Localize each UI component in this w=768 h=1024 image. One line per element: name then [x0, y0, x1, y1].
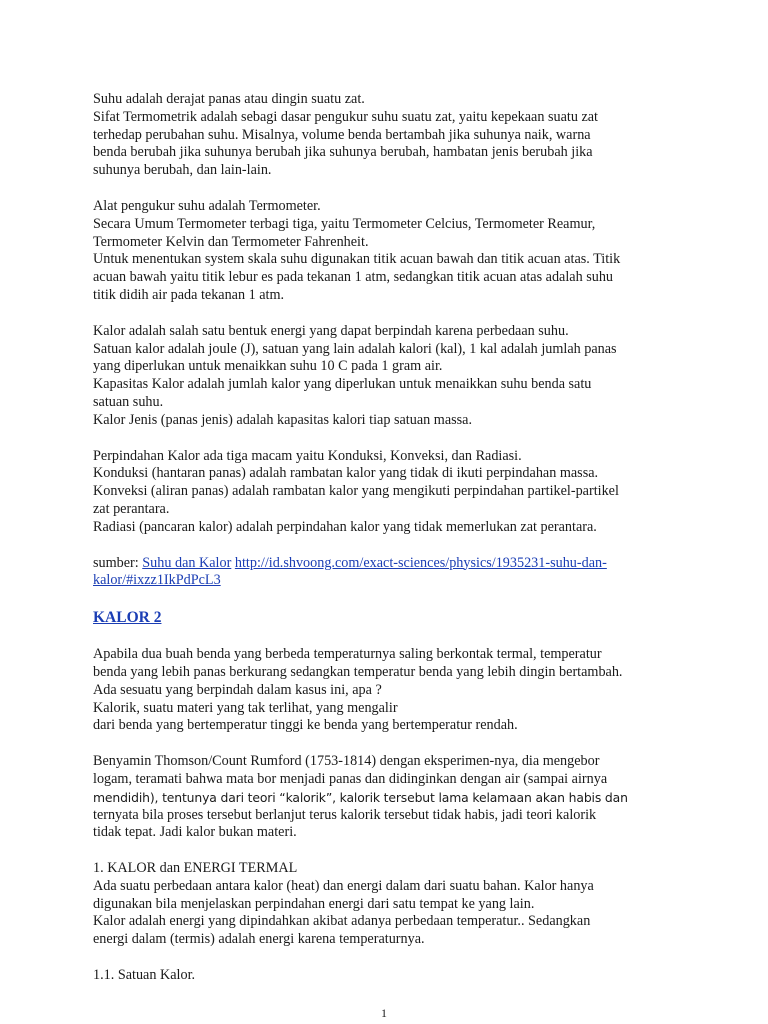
text-line: acuan bawah yaitu titik lebur es pada tekanan 1 atm, sedangkan titik acuan atas adalah suhu	[93, 269, 614, 286]
text-line: terhedap perubahan suhu. Misalnya, volume benda bertambah jika suhunya naik, warna	[93, 126, 591, 143]
text-line: Perpindahan Kalor ada tiga macam yaitu Konduksi, Konveksi, dan Radiasi.	[93, 447, 522, 464]
text-line: Secara Umum Termometer terbagi tiga, yaitu Termometer Celcius, Termometer Reamur,	[93, 215, 596, 232]
text-line: Satuan kalor adalah joule (J), satuan yang lain adalah kalori (kal), 1 kal adalah jumlah panas	[93, 340, 617, 357]
text-line: benda yang lebih panas berkurang sedangkan temperatur benda yang lebih dingin bertambah.	[93, 663, 623, 680]
paragraph-kalorik	[93, 646, 683, 735]
section-heading	[93, 608, 683, 628]
text-line: Kalor Jenis (panas jenis) adalah kapasitas kalori tiap satuan massa.	[93, 411, 473, 428]
text-line: Termometer Kelvin dan Termometer Fahrenheit.	[93, 233, 369, 250]
paragraph-kalor-energi-termal	[93, 860, 683, 949]
text-line: Untuk menentukan system skala suhu digunakan titik acuan bawah dan titik acuan atas. Titik	[93, 251, 621, 268]
text-line: Ada suatu perbedaan antara kalor (heat) dan energi dalam dari suatu bahan. Kalor hanya	[93, 877, 594, 894]
source-link-url-continued[interactable]: kalor/#ixzz1IkPdPcL3	[93, 572, 221, 589]
text-line: Benyamin Thomson/Count Rumford (1753-1814) dengan eksperimen-nya, dia mengebor	[93, 753, 600, 770]
document-body	[93, 91, 683, 1003]
text-line: Konveksi (aliran panas) adalah rambatan kalor yang mengikuti perpindahan partikel-partikel	[93, 483, 619, 500]
source-prefix: sumber:	[93, 554, 143, 571]
page-number: 1	[381, 1006, 387, 1020]
source-citation	[93, 555, 683, 591]
text-line: dari benda yang bertemperatur tinggi ke benda yang bertemperatur rendah.	[93, 717, 518, 734]
paragraph-kalor	[93, 323, 683, 430]
text-line: Alat pengukur suhu adalah Termometer.	[93, 197, 321, 214]
text-line: logam, teramati bahwa mata bor menjadi panas dan didinginkan dengan air (sampai airnya	[93, 770, 608, 787]
text-line: mendidih), tentunya dari teori “kalorik”, kalorik tersebut lama kelamaan akan habis dan	[93, 789, 628, 805]
text-line: tidak tepat. Jadi kalor bukan materi.	[93, 824, 297, 841]
source-link-title[interactable]: Suhu dan Kalor	[142, 554, 232, 571]
text-line: yang diperlukan untuk menaikkan suhu 10 C pada 1 gram air.	[93, 358, 443, 375]
text-line: Ada sesuatu yang berpindah dalam kasus ini, apa ?	[93, 681, 382, 698]
text-line: 1.1. Satuan Kalor.	[93, 967, 196, 984]
source-line	[93, 555, 683, 573]
text-line: Apabila dua buah benda yang berbeda temperaturnya saling berkontak termal, temperatur	[93, 646, 602, 663]
text-line: benda berubah jika suhunya berubah jika suhunya berubah, hambatan jenis berubah jika	[93, 144, 593, 161]
source-line	[93, 572, 683, 590]
text-line: Kalor adalah salah satu bentuk energi yang dapat berpindah karena perbedaan suhu.	[93, 322, 569, 339]
text-line: satuan suhu.	[93, 393, 164, 410]
paragraph-satuan-kalor	[93, 967, 683, 985]
text-line: Kapasitas Kalor adalah jumlah kalor yang diperlukan untuk menaikkan suhu benda satu	[93, 376, 592, 393]
text-line: 1. KALOR dan ENERGI TERMAL	[93, 860, 298, 877]
text-line: digunakan bila menjelaskan perpindahan energi dari satu tempat ke yang lain.	[93, 895, 535, 912]
paragraph-suhu	[93, 91, 683, 180]
paragraph-termometer	[93, 198, 683, 305]
heading-link[interactable]: KALOR 2	[93, 609, 162, 627]
paragraph-rumford	[93, 753, 683, 842]
text-line: suhunya berubah, dan lain-lain.	[93, 162, 272, 179]
text-line: zat perantara.	[93, 500, 170, 517]
text-line: Suhu adalah derajat panas atau dingin suatu zat.	[93, 91, 365, 107]
text-line: Sifat Termometrik adalah sebagi dasar pengukur suhu suatu zat, yaitu kepekaan suatu zat	[93, 108, 598, 125]
text-line: ternyata bila proses tersebut berlanjut terus kalorik tersebut tidak habis, jadi teori kalorik	[93, 806, 597, 823]
text-line: Radiasi (pancaran kalor) adalah perpindahan kalor yang tidak memerlukan zat perantara.	[93, 518, 597, 535]
text-line: Konduksi (hantaran panas) adalah rambatan kalor yang tidak di ikuti perpindahan massa.	[93, 465, 599, 482]
text-line: Kalor adalah energi yang dipindahkan akibat adanya perbedaan temperatur.. Sedangkan	[93, 913, 591, 930]
source-link-url[interactable]: http://id.shvoong.com/exact-sciences/physics/1935231-suhu-dan-	[234, 554, 607, 571]
text-line: Kalorik, suatu materi yang tak terlihat, yang mengalir	[93, 699, 398, 716]
text-line: energi dalam (termis) adalah energi karena temperaturnya.	[93, 931, 425, 948]
paragraph-perpindahan-kalor	[93, 448, 683, 537]
text-line: titik didih air pada tekanan 1 atm.	[93, 286, 285, 303]
